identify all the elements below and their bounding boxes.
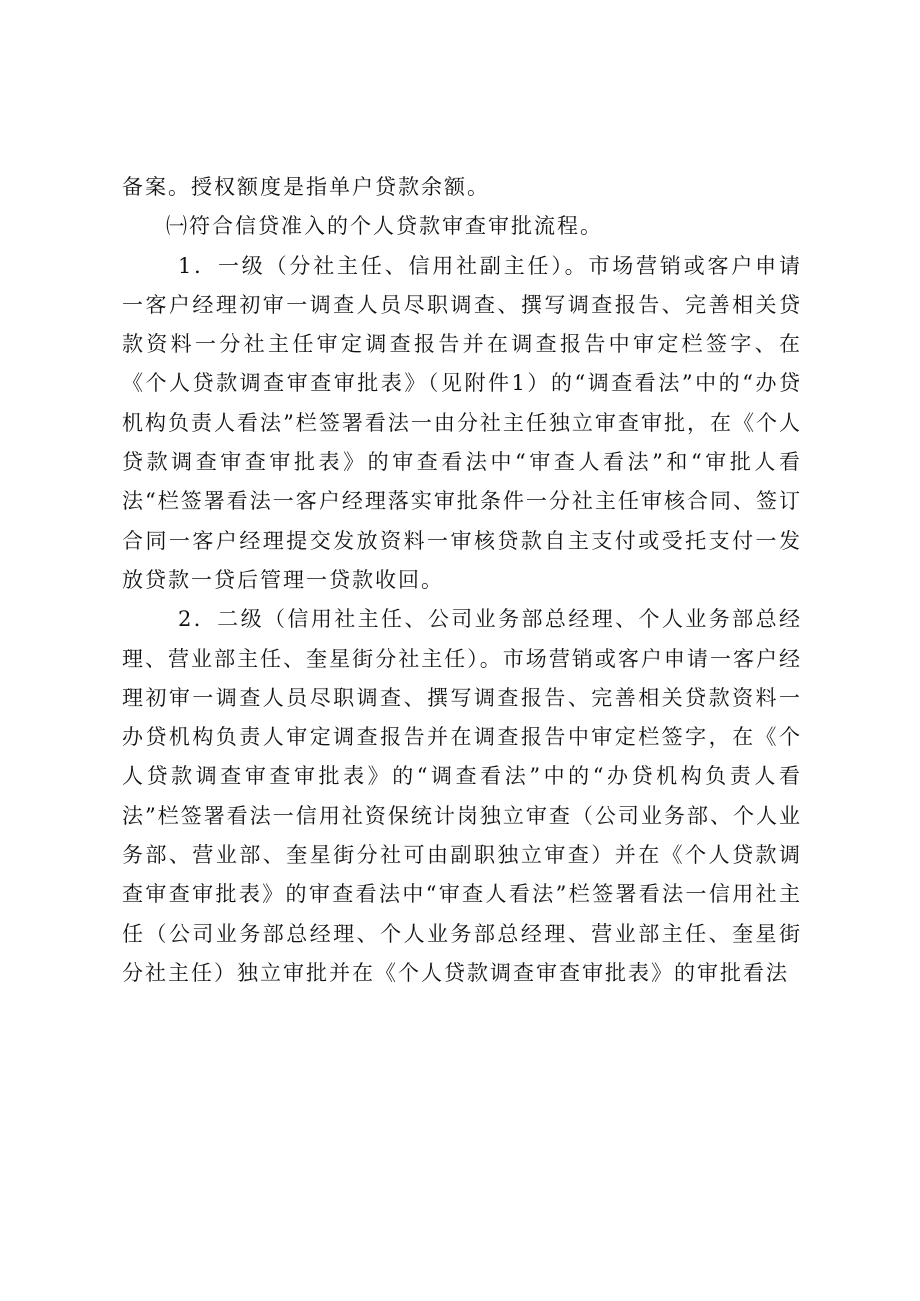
document-body [122, 168, 802, 993]
paragraph-continuation: 备案。授权额度是指单户贷款余额。 [122, 175, 490, 199]
paragraph-level-two: 2．二级（信用社主任、公司业务部总经理、个人业务部总经理、营业部主任、奎星街分社主任）。市场营销或客户申请一客户经理初审一调查人员尽职调查、撰写调查报告、完善相关贷款资料一办贷机构负责人审定调查报告并在调查报告中审定栏签字，在《个人贷款调查审查审批表》的“调查看法”中的“办贷机构负责人看法”栏签署看法一信用社资保统计岗独立审查（公司业务部、个人业务部、营业部、奎星街分社可由副职独立审查）并在《个人贷款调查审查审批表》的审查看法中“审查人看法”栏签署看法一信用社主任（公司业务部总经理、个人业务部总经理、营业部主任、奎星街分社主任）独立审批并在《个人贷款调查审查审批表》的审批看法 [122, 607, 802, 985]
section-heading: ㈠符合信贷准入的个人贷款审查审批流程。 [166, 214, 603, 239]
paragraph-level-one: 1．一级（分社主任、信用社副主任）。市场营销或客户申请一客户经理初审一调查人员尽职调查、撰写调查报告、完善相关贷款资料一分社主任审定调查报告并在调查报告中审定栏签字、在《个人贷款调查审查审批表》（见附件1）的“调查看法”中的“办贷机构负责人看法”栏签署看法一由分社主任独立审查审批，在《个人贷款调查审查审批表》的审查看法中“审查人看法”和“审批人看法“栏签署看法一客户经理落实审批条件一分社主任审核合同、签订合同一客户经理提交发放资料一审核贷款自主支付或受托支付一发放贷款一贷后管理一贷款收回。 [122, 253, 802, 592]
